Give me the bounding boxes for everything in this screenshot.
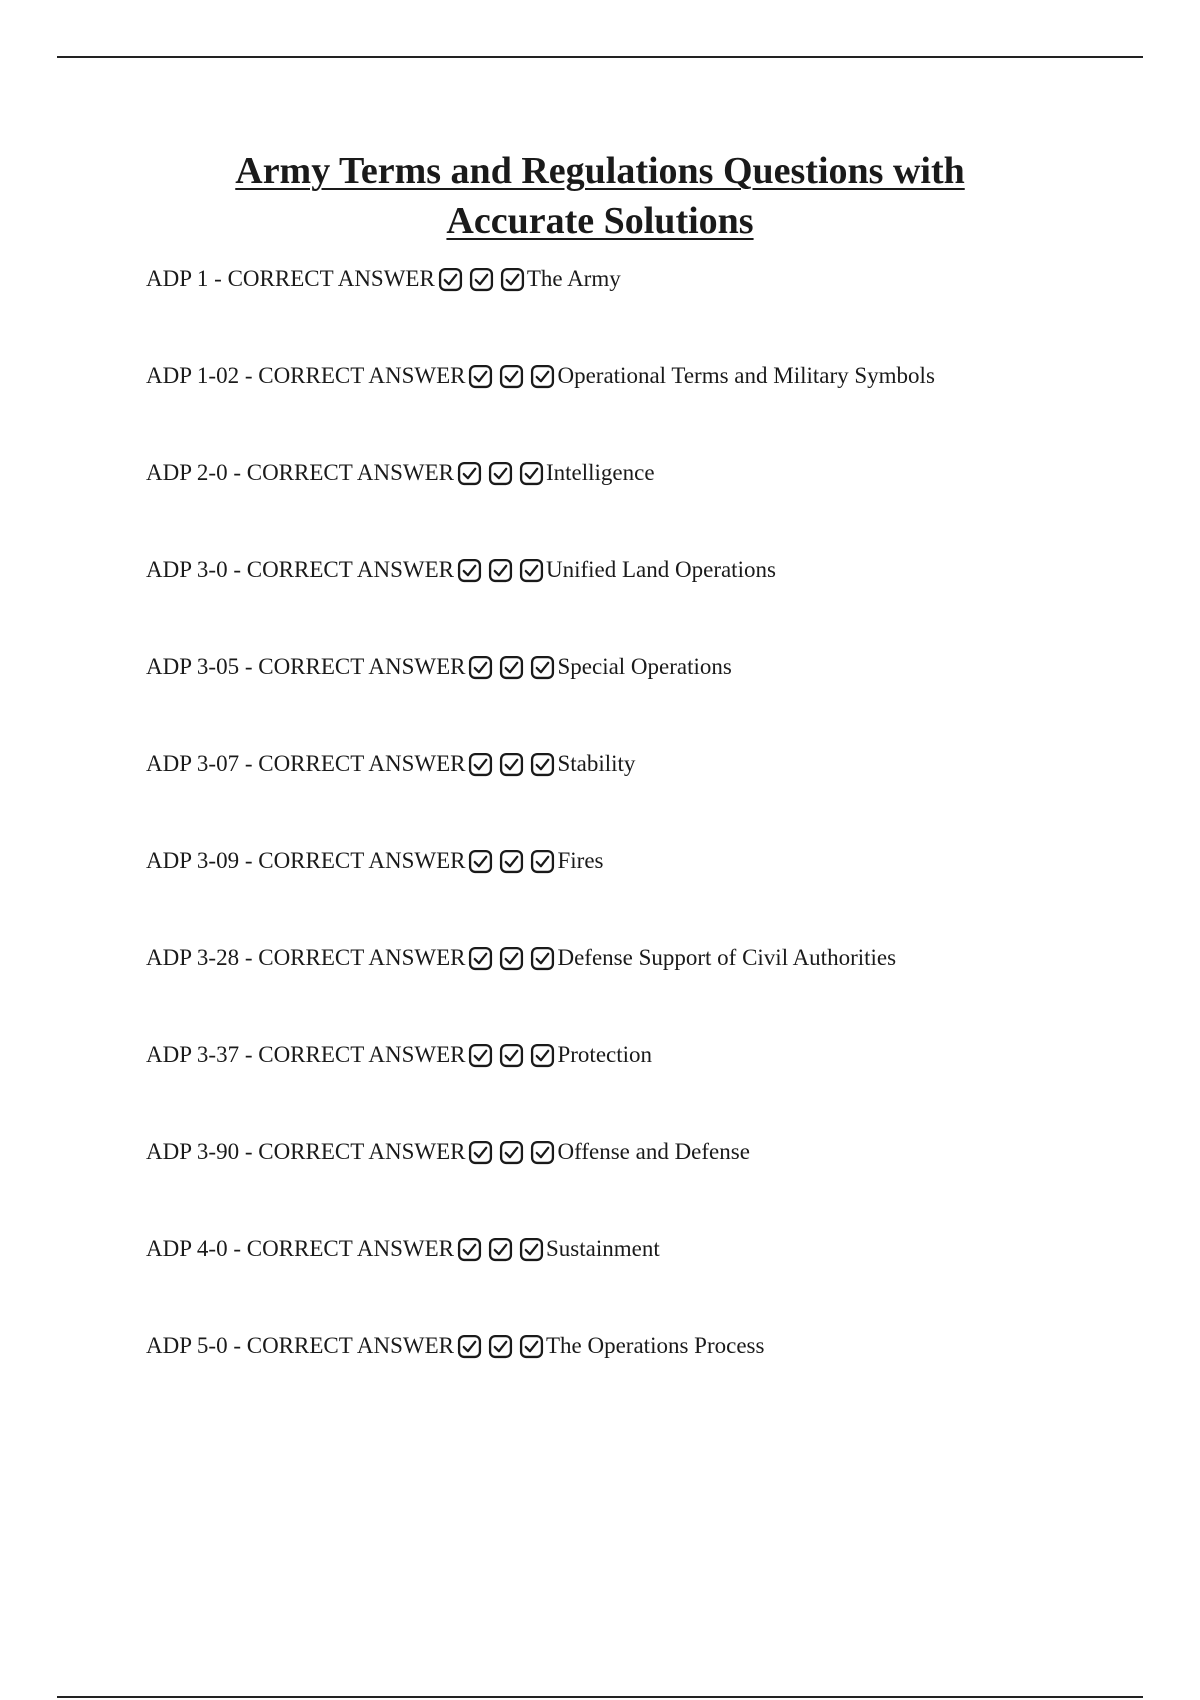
qa-item <box>146 744 1146 784</box>
checkbox-checked-icon <box>530 752 555 777</box>
qa-item <box>146 550 1146 590</box>
checkbox-checked-icon <box>500 267 525 292</box>
qa-item <box>146 1326 1146 1366</box>
checkbox-checked-icon <box>488 558 513 583</box>
header-rule <box>57 56 1143 58</box>
qa-item <box>146 259 1146 299</box>
qa-list <box>146 259 1146 1423</box>
question-text: ADP 3-90 - CORRECT ANSWER <box>146 1139 466 1164</box>
qa-item <box>146 1035 1146 1075</box>
question-text: ADP 3-0 - CORRECT ANSWER <box>146 557 454 582</box>
answer-text: Offense and Defense <box>557 1139 750 1164</box>
answer-text: Protection <box>557 1042 653 1067</box>
question-text: ADP 3-07 - CORRECT ANSWER <box>146 751 466 776</box>
answer-text: Unified Land Operations <box>545 557 776 582</box>
checkbox-checked-icon <box>488 1334 513 1359</box>
checkbox-checked-icon <box>519 558 544 583</box>
checkbox-checked-icon <box>468 655 493 680</box>
check-icons <box>438 267 525 292</box>
checkbox-checked-icon <box>469 267 494 292</box>
answer-text: Fires <box>557 848 604 873</box>
qa-item <box>146 1229 1146 1269</box>
checkbox-checked-icon <box>457 1237 482 1262</box>
question-text: ADP 5-0 - CORRECT ANSWER <box>146 1333 454 1358</box>
check-icons <box>457 558 544 583</box>
answer-text: Operational Terms and Military Symbols <box>557 363 935 388</box>
checkbox-checked-icon <box>457 461 482 486</box>
qa-item <box>146 453 1146 493</box>
document-title <box>100 146 1100 246</box>
question-text: ADP 3-37 - CORRECT ANSWER <box>146 1042 466 1067</box>
question-text: ADP 3-09 - CORRECT ANSWER <box>146 848 466 873</box>
checkbox-checked-icon <box>499 946 524 971</box>
qa-item <box>146 841 1146 881</box>
checkbox-checked-icon <box>530 364 555 389</box>
answer-text: Intelligence <box>545 460 655 485</box>
check-icons <box>457 461 544 486</box>
check-icons <box>468 752 555 777</box>
question-text: ADP 1-02 - CORRECT ANSWER <box>146 363 466 388</box>
checkbox-checked-icon <box>488 1237 513 1262</box>
question-text: ADP 2-0 - CORRECT ANSWER <box>146 460 454 485</box>
question-text: ADP 3-05 - CORRECT ANSWER <box>146 654 466 679</box>
answer-text: Special Operations <box>557 654 732 679</box>
checkbox-checked-icon <box>488 461 513 486</box>
checkbox-checked-icon <box>468 752 493 777</box>
check-icons <box>468 849 555 874</box>
qa-item <box>146 938 1146 978</box>
question-text: ADP 3-28 - CORRECT ANSWER <box>146 945 466 970</box>
title-line-1: Army Terms and Regulations Questions with <box>235 150 965 192</box>
check-icons <box>468 1140 555 1165</box>
checkbox-checked-icon <box>530 946 555 971</box>
check-icons <box>457 1334 544 1359</box>
answer-text: Defense Support of Civil Authorities <box>557 945 897 970</box>
check-icons <box>468 655 555 680</box>
checkbox-checked-icon <box>499 1043 524 1068</box>
answer-text: Stability <box>557 751 636 776</box>
checkbox-checked-icon <box>499 1140 524 1165</box>
question-text: ADP 4-0 - CORRECT ANSWER <box>146 1236 454 1261</box>
checkbox-checked-icon <box>530 1043 555 1068</box>
checkbox-checked-icon <box>530 849 555 874</box>
check-icons <box>468 946 555 971</box>
title-line-2: Accurate Solutions <box>446 200 754 242</box>
checkbox-checked-icon <box>438 267 463 292</box>
qa-item <box>146 356 1146 396</box>
checkbox-checked-icon <box>499 752 524 777</box>
checkbox-checked-icon <box>468 1140 493 1165</box>
checkbox-checked-icon <box>468 849 493 874</box>
checkbox-checked-icon <box>468 364 493 389</box>
checkbox-checked-icon <box>499 849 524 874</box>
check-icons <box>468 364 555 389</box>
check-icons <box>457 1237 544 1262</box>
answer-text: The Operations Process <box>545 1333 765 1358</box>
checkbox-checked-icon <box>457 558 482 583</box>
checkbox-checked-icon <box>468 1043 493 1068</box>
checkbox-checked-icon <box>530 655 555 680</box>
answer-text: Sustainment <box>545 1236 660 1261</box>
checkbox-checked-icon <box>519 461 544 486</box>
checkbox-checked-icon <box>457 1334 482 1359</box>
footer-rule <box>57 1696 1143 1698</box>
checkbox-checked-icon <box>519 1237 544 1262</box>
checkbox-checked-icon <box>530 1140 555 1165</box>
qa-item <box>146 647 1146 687</box>
checkbox-checked-icon <box>519 1334 544 1359</box>
checkbox-checked-icon <box>468 946 493 971</box>
qa-item <box>146 1132 1146 1172</box>
answer-text: The Army <box>526 266 621 291</box>
checkbox-checked-icon <box>499 364 524 389</box>
check-icons <box>468 1043 555 1068</box>
checkbox-checked-icon <box>499 655 524 680</box>
question-text: ADP 1 - CORRECT ANSWER <box>146 266 435 291</box>
